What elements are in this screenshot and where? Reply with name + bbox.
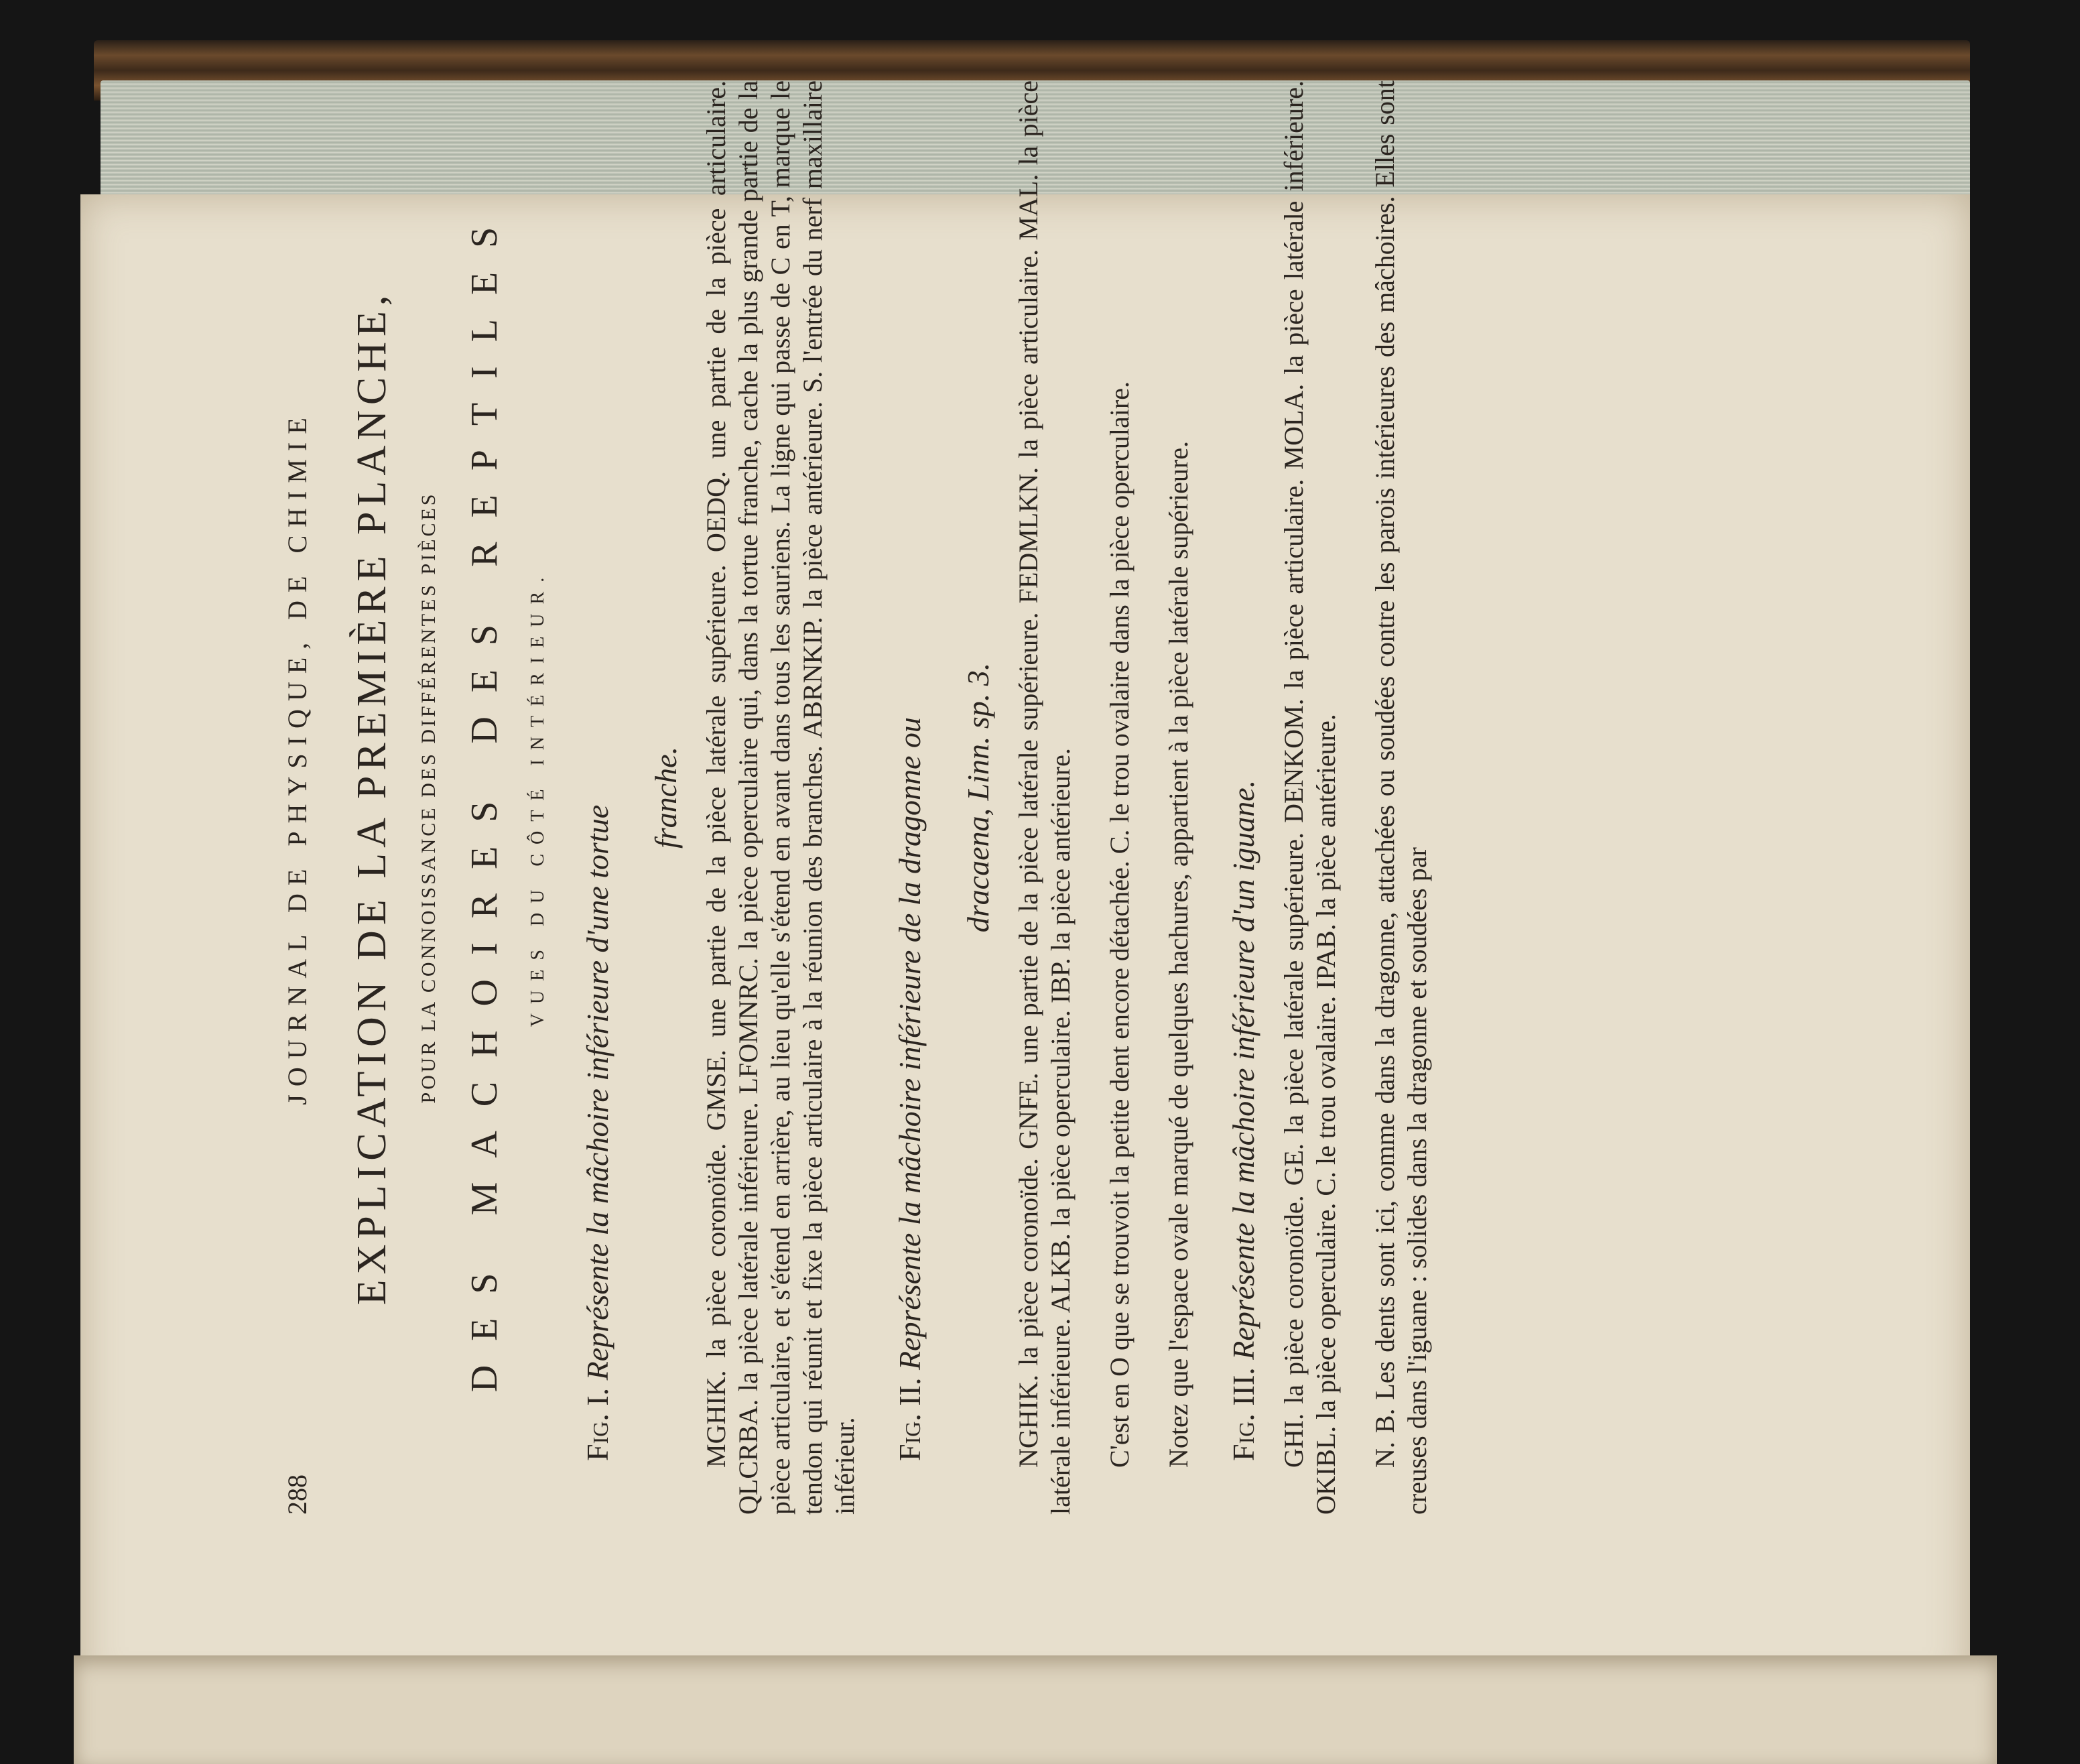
paragraph-fig2: NGHIK. la pièce coronoïde. GNFE. une partie de la pièce latérale supérieure. FEDMLKN. la pièce articulaire. MAL. la pièce latérale inférieure. ALKB. la pièce operculaire. IBP. la pièce antérieure.	[1013, 80, 1076, 1515]
page-number: 288	[282, 1474, 312, 1515]
figure-1-text: Représente la mâchoire inférieure d'une tortue	[580, 804, 614, 1381]
journal-title: JOURNAL DE PHYSIQUE, DE CHIMIE	[282, 410, 312, 1105]
figure-3-label: Fig. III.	[1226, 1367, 1260, 1461]
running-head	[281, 80, 322, 1515]
figure-3-text: Représente la mâchoire inférieure d'un iguane.	[1226, 779, 1260, 1360]
facing-page-edge	[74, 1655, 1997, 1764]
page-text	[281, 80, 1432, 1515]
figure-2-label: Fig. II.	[893, 1377, 927, 1461]
figure-1-caption-cont	[647, 80, 686, 1515]
paragraph-fig1: MGHIK. la pièce coronoïde. GMSE. une partie de la pièce latérale supérieure. OEDQ. une partie de la pièce articulaire. QLCRBA. la pièce latérale inférieure. LFOMNRC. la pièce operculaire qui, dans la tortue franche, cache la plus grande partie de la pièce articulaire, et s'étend en arrière, au lieu qu'elle s'étend en avant dans tous les sauriens. La ligne qui passe de C en T, marque le tendon qui réunit et fixe la pièce articulaire à la réunion des branches. ABRNKIP. la pièce antérieure. S. l'entrée du nerf maxillaire inférieur.	[701, 80, 860, 1515]
section-view-heading: VUES DU CÔTÉ INTÉRIEUR.	[527, 568, 548, 1027]
paragraph-dent: C'est en O que se trouvoit la petite dent encore détachée. C. le trou ovalaire dans la pièce operculaire.	[1104, 381, 1134, 1468]
section-title: EXPLICATION DE LA PREMIÈRE PLANCHE,	[349, 290, 395, 1306]
figure-2-text: Représente la mâchoire inférieure de la dragonne ou	[893, 717, 927, 1370]
paragraph-fig3: GHI. la pièce coronoïde. GE. la pièce latérale supérieure. DENKOM. la pièce articulaire. MOLA. la pièce latérale inférieure. OKIBL. la pièce operculaire. C. le trou ovalaire. IPAB. la pièce antérieure.	[1279, 80, 1341, 1515]
figure-2-text-cont: dracaena, Linn. sp. 3.	[961, 662, 995, 933]
paragraph-nota-bene: N. B. Les dents sont ici, comme dans la dragonne, attachées ou soudées contre les parois intérieures des mâchoires. Elles sont creuses dans l'iguane : solides dans la dragonne et soudées par	[1370, 80, 1432, 1515]
section-subtitle: POUR LA CONNOISSANCE DES DIFFÉRENTES PIÈCES	[417, 491, 440, 1104]
paragraph-notez: Notez que l'espace ovale marqué de quelques hachures, appartient à la pièce latérale supérieure.	[1163, 441, 1193, 1468]
figure-1-label: Fig. I.	[580, 1387, 614, 1461]
figure-1-caption	[578, 80, 617, 1515]
section-main-heading: DES MACHOIRES DES REPTILES	[464, 202, 505, 1393]
figure-1-text-cont: franche.	[649, 747, 683, 849]
figure-3-caption	[1224, 80, 1263, 1515]
figure-2-caption	[891, 80, 929, 1515]
figure-2-caption-cont	[959, 80, 998, 1515]
